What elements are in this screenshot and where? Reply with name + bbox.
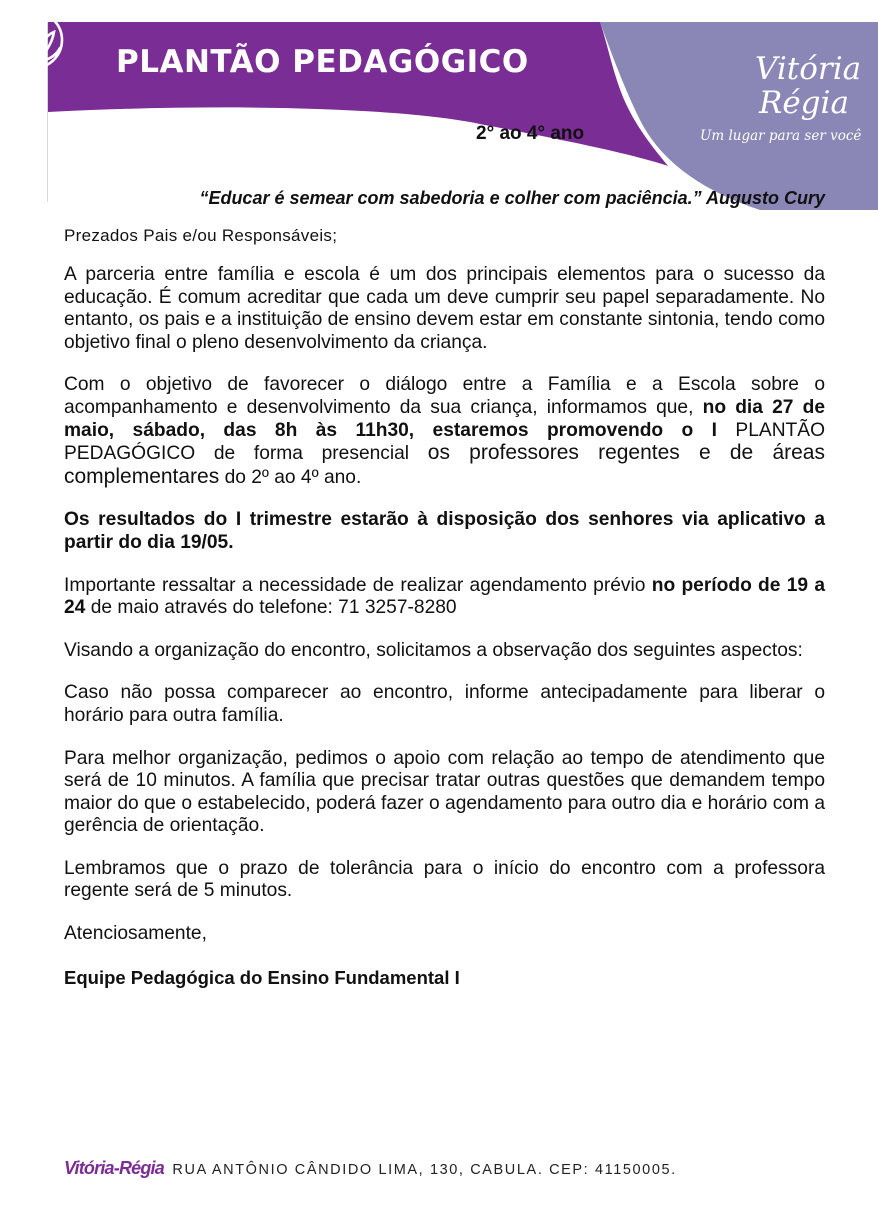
closing: Atenciosamente, xyxy=(64,923,207,945)
lotus-logo-icon xyxy=(0,0,180,100)
paragraph-partnership: A parceria entre família e escola é um dos principais elementos para o sucesso da educação. É comum acreditar que cada um deve cumprir seu papel separadamente. No entanto, os pais e a instituição de ensino devem estar em constante sintonia, tendo como objetivo final o pleno desenvolvimento da criança. xyxy=(64,264,825,353)
banner-title: PLANTÃO PEDAGÓGICO xyxy=(116,44,529,80)
scheduling-period-text: no período de 19 a 24 xyxy=(64,574,825,619)
logo-name-line1: Vitória xyxy=(755,51,862,87)
logo-tagline: Um lugar para ser você xyxy=(700,128,862,144)
event-grades-text: do 2º ao 4º ano. xyxy=(224,466,362,488)
signature: Equipe Pedagógica do Ensino Fundamental I xyxy=(64,967,460,989)
event-name-text: PLANTÃO PEDAGÓGICO de forma presencial xyxy=(64,419,825,465)
grade-range: 2° ao 4° ano xyxy=(476,123,585,144)
footer xyxy=(64,1158,677,1179)
results-text: Os resultados do I trimestre estarão à disposição dos senhores via aplicativo a partir do dia 19/05. xyxy=(64,509,825,553)
paragraph-observations: Visando a organização do encontro, solicitamos a observação dos seguintes aspectos: xyxy=(64,639,803,661)
event-date-text: no dia 27 de maio, sábado, das 8h às 11h30, estaremos promovendo o I xyxy=(64,396,825,441)
event-intro-text: Com o objetivo de favorecer o diálogo entre a Família e a Escola sobre o acompanhamento e desenvolvimento da sua criança, informamos que, xyxy=(64,374,825,418)
paragraph-results xyxy=(64,509,825,554)
logo-name-line2: Régia xyxy=(759,85,849,121)
epigraph-quote: “Educar é semear com sabedoria e colher com paciência.” Augusto Cury xyxy=(199,188,825,208)
header xyxy=(0,0,878,210)
paragraph-duration: Para melhor organização, pedimos o apoio com relação ao tempo de atendimento que será de 10 minutos. A família que precisar tratar outras questões que demandem tempo maior do que o estabelecido, poderá fazer o agendamento para outro dia e horário com a gerência de orientação. xyxy=(64,747,825,837)
paragraph-tolerance: Lembramos que o prazo de tolerância para o início do encontro com a professora regente será de 5 minutos. xyxy=(64,857,825,902)
greeting: Prezados Pais e/ou Responsáveis; xyxy=(64,226,338,245)
footer-address: RUA ANTÔNIO CÂNDIDO LIMA, 130, CABULA. CEP: 41150005. xyxy=(172,1162,677,1178)
letter-body xyxy=(64,186,825,989)
logo-wordmark xyxy=(755,52,875,120)
event-teachers-text: os professores regentes e de áreas complementares xyxy=(64,441,825,488)
paragraph-absence: Caso não possa comparecer ao encontro, informe antecipadamente para liberar o horário para outra família. xyxy=(64,682,825,726)
scheduling-phone-text: de maio através do telefone: 71 3257-8280 xyxy=(90,597,457,619)
scheduling-intro-text: Importante ressaltar a necessidade de realizar agendamento prévio xyxy=(64,574,646,596)
paragraph-scheduling xyxy=(64,575,825,620)
footer-brand: Vitória-Régia xyxy=(64,1158,164,1178)
paragraph-event-info xyxy=(64,374,825,489)
